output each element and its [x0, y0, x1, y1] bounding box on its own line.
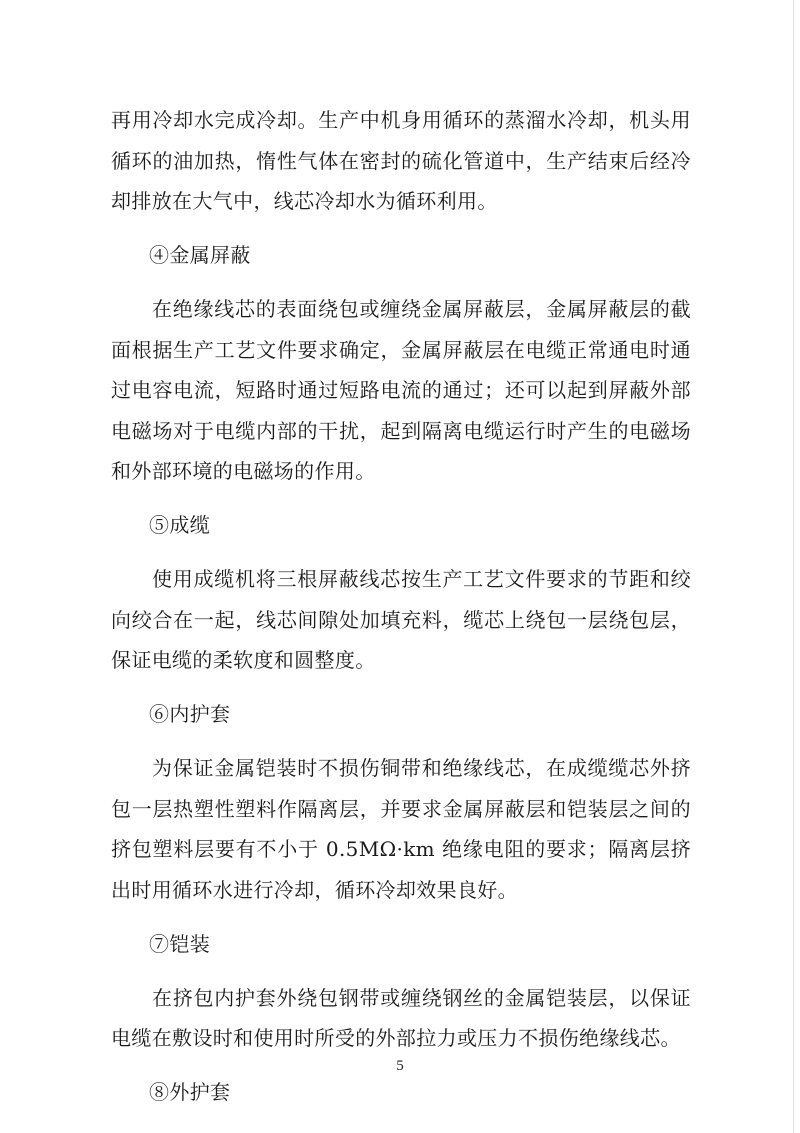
paragraph-inner-sheath: 为保证金属铠装时不损伤铜带和绝缘线芯，在成缆缆芯外挤包一层热塑性塑料作隔离层，并要求金属屏蔽层和铠装层之间的挤包塑料层要有不小于 0.5MΩ·km 绝缘电阻的要求；隔离层挤出时用循环水进行冷却，循环冷却效果良好。 [111, 756, 691, 902]
heading-armouring: ⑦铠装 [149, 931, 211, 956]
scan-edge-line [793, 0, 794, 1133]
paragraph-cooling: 再用冷却水完成冷却。生产中机身用循环的蒸溜水冷却，机头用循环的油加热，惰性气体在密封的硫化管道中，生产结束后经冷却排放在大气中，线芯冷却水为循环利用。 [111, 108, 691, 213]
paragraph-metal-shield: 在绝缘线芯的表面绕包或缠绕金属屏蔽层，金属屏蔽层的截面根据生产工艺文件要求确定，金属屏蔽层在电缆正常通电时通过电容电流，短路时通过短路电流的通过；还可以起到屏蔽外部电磁场对于电缆内部的干扰，起到隔离电缆运行时产生的电磁场和外部环境的电磁场的作用。 [111, 297, 691, 483]
paragraph-armouring: 在挤包内护套外绕包钢带或缠绕钢丝的金属铠装层，以保证电缆在敷设时和使用时所受的外部拉力或压力不损伤绝缘线芯。 [111, 985, 691, 1050]
heading-outer-sheath: ⑧外护套 [149, 1080, 231, 1104]
heading-metal-shield: ④金属屏蔽 [149, 243, 251, 267]
page-number: 5 [396, 1058, 404, 1074]
document-body [111, 100, 691, 1126]
heading-inner-sheath: ⑥内护套 [149, 702, 231, 726]
paragraph-cabling: 使用成缆机将三根屏蔽线芯按生产工艺文件要求的节距和绞向绞合在一起，线芯间隙处加填充料，缆芯上绕包一层绕包层，保证电缆的柔软度和圆整度。 [111, 567, 691, 672]
heading-cabling: ⑤成缆 [149, 513, 211, 537]
